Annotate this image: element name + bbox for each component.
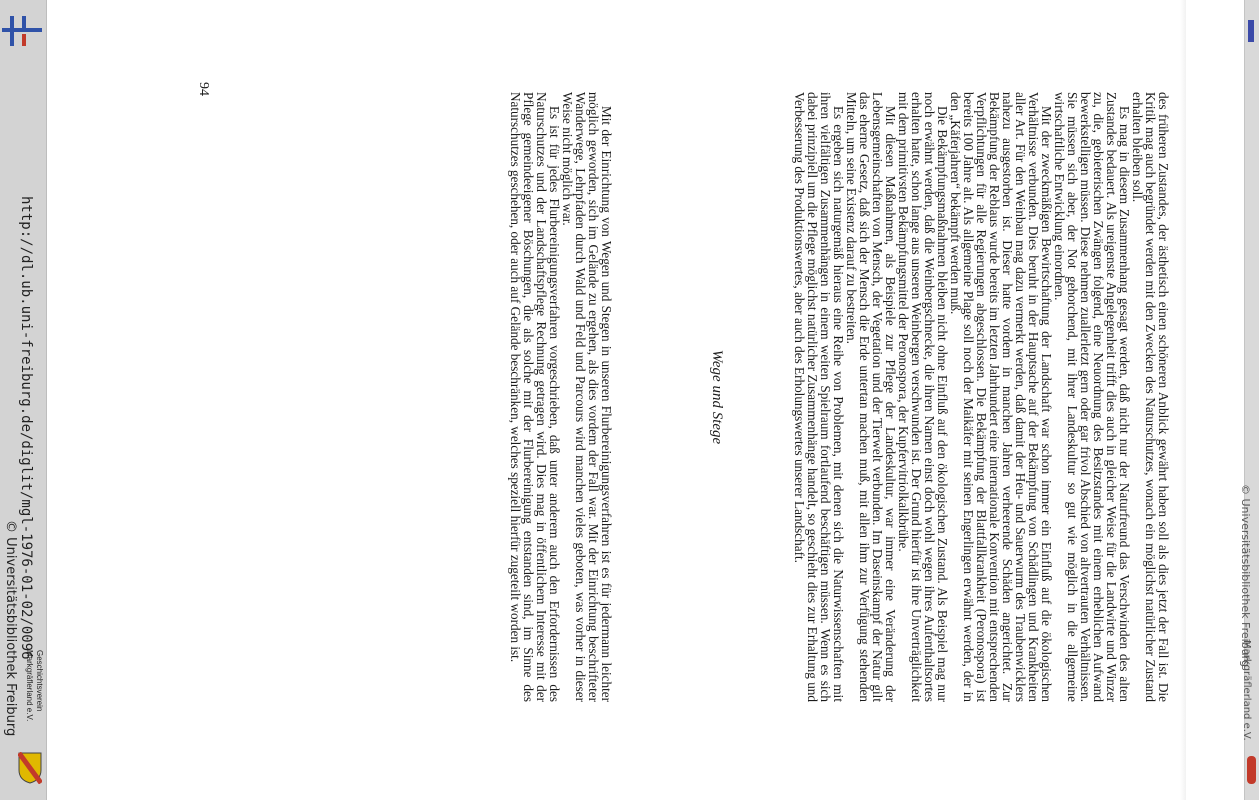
crest-fragment-icon (1247, 756, 1256, 784)
university-logo-icon (2, 14, 42, 50)
paragraph: Es mag in diesem Zusammenhang gesagt werden, daß nicht nur der Naturfreund das Verschwinden des alten Zustandes bedauert. Als ureigenste Angelegenheit trifft dies auch in gleicher Weise für die Landwirte und Winzer zu, die, gebieterischen Zwängen folgend, eine Neuordnung des Besitzstandes mit einem erheblichen Aufwand bewerkstelligen müssen. Diese nehmen zuallerletzt gern oder gar frivol Abschied von altvertrauten Verhältnissen. Sie müssen sich aber, der Not gehorchend, mit ihrer Landeskultur so gut wie möglich in die allgemeine wirtschaftliche Entwicklung einordnen. (1052, 92, 1132, 702)
document-url[interactable]: http://dl.ub.uni-freiburg.de/diglit/mgl-1976-01-02/0096 (18, 196, 34, 660)
section-heading: Wege und Stege (709, 349, 725, 445)
paragraph: Mit der Einrichtung von Wegen und Stegen in unseren Flurbereinigungsverfahren ist es für jedermann leichter möglich geworden, sich im Gelände zu ergehen, als dies vordem der Fall war. Mit der Einrichtung beschrifteter Wanderwege, Lehrpfaden durch Wald und Feld und Parcours wird manchen vieles geboten, was vorher in dieser Weise nicht möglich war. (560, 92, 614, 702)
body-text-part-1 (793, 92, 1170, 702)
body-text-part-2 (509, 92, 613, 702)
copyright-notice: © Universitätsbibliothek Freiburg (3, 520, 18, 737)
section-break (613, 92, 793, 702)
edge-society-text: Markgräflerland e.V. (1241, 640, 1252, 741)
paragraph: Es ist für jedes Flurbereinigungsverfahren vorgeschrieben, daß unter anderem auch den Erfordernissen des Naturschutzes und der Landschaftspflege Rechnung getragen wird. Dies mag in öffentlichem Interesse mit der Pflege gemeindeeigener Böschungen, die als solche mit der Flurbereinigung entstanden sind, im Sinne des Naturschutzes geschehen, oder auch auf Gelände beschränken, welches speziell hierfür zugeteilt worden ist. (508, 92, 562, 702)
society-label (24, 650, 44, 721)
paragraph: Mit der zweckmäßigen Bewirtschaftung der Landschaft war schon immer ein Einfluß auf die ökologischen Verhältnisse verbunden. Dies beruht in der Hauptsache auf der Bekämpfung von Schädlingen und Krankheiten aller Art. Für den Weinbau mag dazu vermerkt werden, daß damit der Heu- und Sauerwurm des Traubenwicklers nahezu ausgestorben ist. Dieser hatte vordem in manchen Jahren verheerende Schäden angerichtet. Zur Bekämpfung der Reblaus wurde bereits im letzten Jahrhundert eine internationale Konvention mit entsprechenden Verpflichtungen für alle Regierungen abgeschlossen. Die Bekämpfung der Blattfallkrankheit (Peronospora) ist bereits 100 Jahre alt. Als allgemeine Plage soll noch der Maikäfer mit seinen Engerlingen erwähnt werden, der in den „Käferjahren“ bekämpft werden muß. (948, 92, 1054, 702)
paragraph: Die Bekämpfungsmaßnahmen bleiben nicht ohne Einfluß auf den ökologischen Zustand. Als Beispiel mag nur noch erwähnt werden, daß die Weinbergschnecke, die ihren Namen einst doch wohl wegen ihres Aufenthaltsortes erhalten hatte, schon lange aus unseren Weinbergen verschwunden ist. Der Grund hierfür ist ihre Unverträglichkeit mit dem primitivsten Bekämpfungsmittel der Peronospora, der Kupfervitriolkalkbrühe. (896, 92, 950, 702)
viewer-left-strip (0, 0, 47, 800)
society-line-1: Geschichtsverein (35, 650, 44, 712)
paragraph: des früheren Zustandes, der ästhetisch einen schöneren Anblick gewährt haben soll als dies jetzt der Fall ist. Die Kritik mag auch begründet werden mit den Zwecken des Naturschutzes, wonach ein möglichst natürlicher Zustand erhalten bleiben soll. (1130, 92, 1171, 702)
coat-of-arms-icon (18, 752, 42, 784)
logo-fragment-icon (1248, 20, 1254, 42)
society-line-2: Markgräflerland e.V. (25, 650, 34, 722)
paragraph: Es ergeben sich naturgemäß hieraus eine Reihe von Problemen, mit denen sich die Naturwissenschaften mit ihren vielfältigen Zusammenhängen in einem weiten Spielraum fortlaufend beschäftigen müssen. Wenn es sich dabei prinzipiell um die Pflege möglichst natürlicher Zusammenhänge handelt, so geschieht dies zur Erhaltung und Verbesserung des Produktionswertes, aber auch des Erholungswertes unserer Landschaft. (792, 92, 846, 702)
page-edge (1180, 0, 1186, 800)
page-number: 94 (196, 82, 211, 96)
edge-copyright-text: © Universitätsbibliothek Freiburg (1239, 484, 1252, 667)
paragraph: Mit diesen Maßnahmen, als Beispiele zur Pflege der Landeskultur, war immer eine Veränderung der Lebensgemeinschaften von Mensch, der Vegetation und der Tierwelt verbunden. Im Daseinskampf der Natur gilt das eherne Gesetz, daß sich der Mensch die Erde untertan machen muß, mit allen ihm zur Verfügung stehenden Mitteln, um seine Existenz darauf zu bestreiten. (844, 92, 898, 702)
rotated-page (196, 82, 1171, 702)
